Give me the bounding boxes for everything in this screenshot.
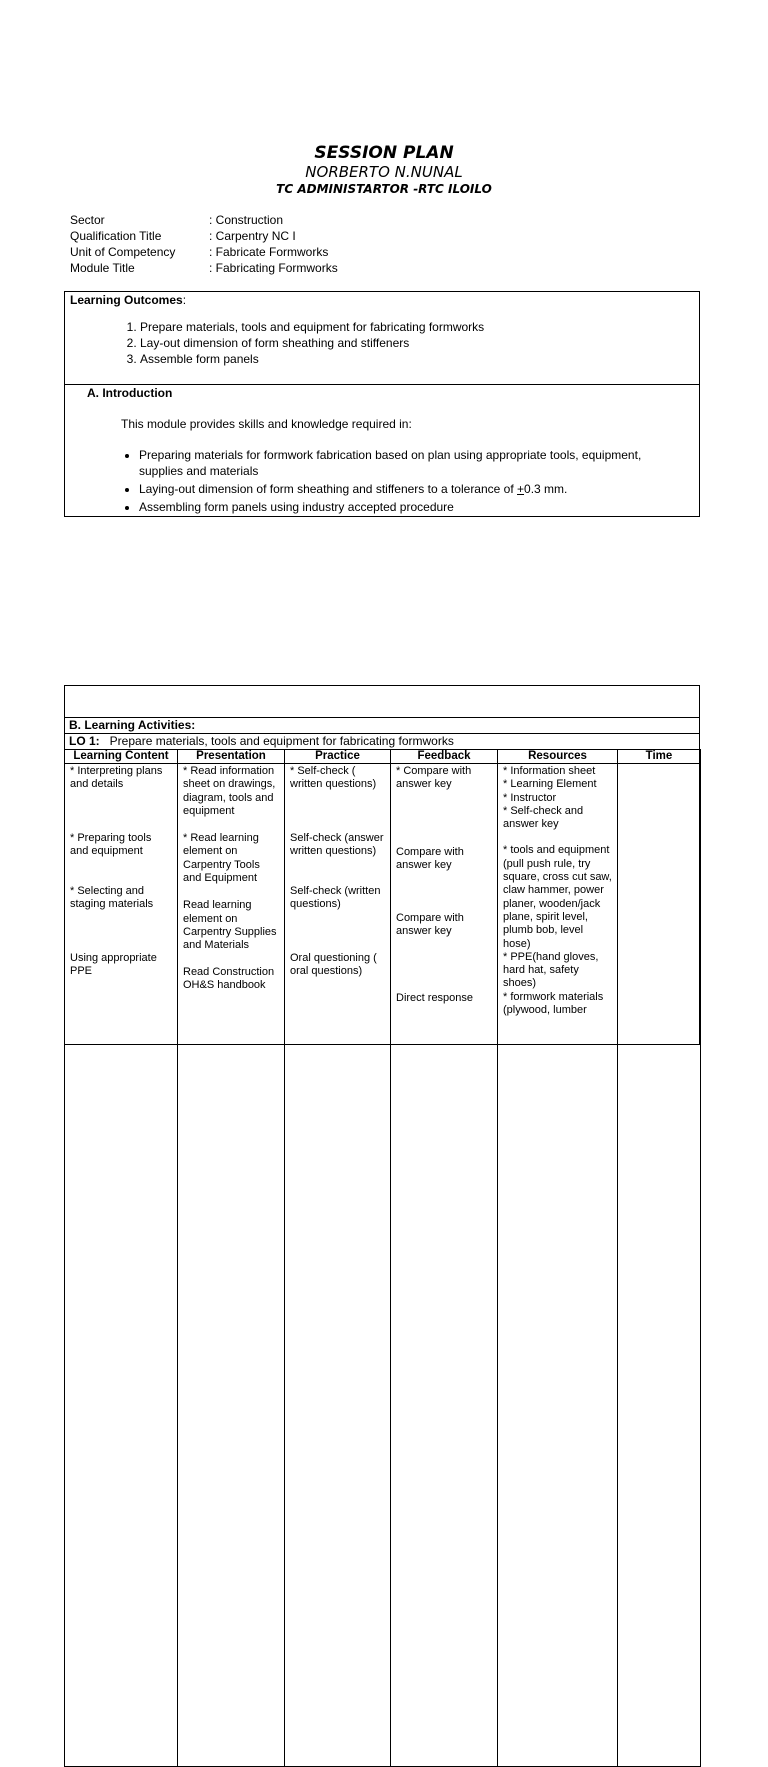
cell-entry: * Compare with answer key (396, 765, 472, 791)
info-label: Qualification Title (70, 229, 162, 243)
cell-entry: * Preparing tools and equipment (70, 831, 152, 857)
info-block (70, 212, 338, 276)
info-row-module (70, 260, 338, 276)
cell-entry: * Information sheet (503, 765, 596, 777)
info-value: : Construction (209, 213, 284, 227)
introduction-bullet (139, 481, 659, 497)
cell-entry: * Read learning element on Carpentry Tools and Equipment (183, 832, 260, 885)
info-row-unit (70, 244, 338, 260)
cell-entry: Read learning element on Carpentry Supplies and Materials (183, 899, 277, 952)
cell-entry: Self-check (answer written questions) (290, 831, 384, 857)
info-row-sector (70, 212, 338, 228)
author-name: NORBERTO N.NUNAL (305, 163, 463, 181)
cell-entry: Compare with answer key (396, 845, 464, 871)
introduction-bullets (123, 447, 659, 517)
column-header: Resources (498, 750, 618, 764)
learning-activities-box (64, 685, 700, 1045)
learning-outcomes-box (64, 291, 700, 385)
cell-entry: * Learning Element (503, 778, 597, 791)
introduction-heading: A. Introduction (87, 386, 173, 400)
learning-content-cell (65, 764, 178, 1767)
cell-entry: Using appropriate PPE (70, 951, 157, 978)
column-header: Presentation (178, 750, 285, 764)
time-cell (618, 764, 701, 1767)
learning-outcome-item: 1. Prepare materials, tools and equipment for fabricating formworks (140, 319, 484, 335)
feedback-cell (391, 764, 498, 1767)
tolerance-value: 0.3 mm. (524, 482, 568, 496)
cell-entry: * Read information sheet on drawings, diagram, tools and equipment (183, 765, 276, 817)
learning-outcomes-label: Learning Outcomes (70, 293, 183, 307)
info-label: Sector (70, 213, 105, 227)
presentation-cell (178, 764, 285, 1767)
info-label: Unit of Competency (70, 245, 176, 259)
column-header: Feedback (391, 750, 498, 764)
author-role: TC ADMINISTARTOR -RTC ILOILO (276, 182, 492, 196)
cell-entry: * Self-check ( written questions) (290, 765, 377, 791)
info-value: : Fabricate Formworks (209, 245, 329, 259)
cell-entry: * Interpreting plans and details (70, 765, 163, 791)
table-row (65, 764, 701, 1767)
introduction-box (64, 384, 700, 517)
introduction-bullet: • Preparing materials for formwork fabrication based on plan using appropriate tools, equipment, supplies and materials (139, 447, 659, 479)
info-value: : Fabricating Formworks (209, 261, 338, 275)
cell-entry: * formwork materials (plywood, lumber (503, 990, 604, 1017)
learning-outcome-item: 2. Lay-out dimension of form sheathing and stiffeners (140, 335, 484, 351)
cell-entry: Direct response (396, 991, 474, 1004)
learning-outcomes-heading (70, 293, 186, 307)
info-row-qualification (70, 228, 338, 244)
cell-entry: * PPE(hand gloves, hard hat, safety shoes) (503, 950, 599, 990)
practice-cell (285, 764, 391, 1767)
cell-entry: * Self-check and answer key (503, 804, 584, 831)
learning-outcome-item: 3. Assemble form panels (140, 351, 484, 367)
column-header: Time (618, 750, 701, 764)
learning-activities-heading: B. Learning Activities: (69, 718, 196, 732)
cell-entry: * Selecting and staging materials (70, 885, 154, 911)
introduction-lead: This module provides skills and knowledge required in: (121, 417, 412, 431)
cell-entry: Self-check (written questions) (290, 885, 381, 911)
session-plan-title: SESSION PLAN (314, 143, 454, 163)
lo1-text: Prepare materials, tools and equipment for fabricating formworks (109, 734, 454, 748)
cell-entry: * tools and equipment (pull push rule, try square, cross cut saw, claw hammer, power planer, wooden/jack plane, spirit level, plumb bob, level hose) (503, 844, 612, 950)
cell-entry: Oral questioning ( oral questions) (290, 951, 377, 978)
lo1-label: LO 1: (69, 734, 100, 748)
introduction-bullet: • Assembling form panels using industry accepted procedure (139, 499, 659, 515)
cell-entry: Read Construction OH&S handbook (183, 965, 275, 991)
plus-minus-symbol: + (517, 482, 525, 496)
learning-outcomes-colon: : (182, 293, 187, 307)
cell-entry: * Instructor (503, 791, 557, 804)
info-label: Module Title (70, 261, 135, 275)
cell-entry: Compare with answer key (396, 912, 464, 938)
learning-activities-table (64, 749, 701, 1767)
table-header-row (65, 750, 701, 764)
bullet-text: Laying-out dimension of form sheathing and stiffeners to a tolerance of (139, 482, 518, 496)
column-header: Learning Content (65, 750, 178, 764)
column-header: Practice (285, 750, 391, 764)
info-value: : Carpentry NC I (209, 229, 296, 243)
learning-outcomes-list (122, 319, 484, 367)
lo1-row (69, 734, 454, 748)
resources-cell (498, 764, 618, 1767)
